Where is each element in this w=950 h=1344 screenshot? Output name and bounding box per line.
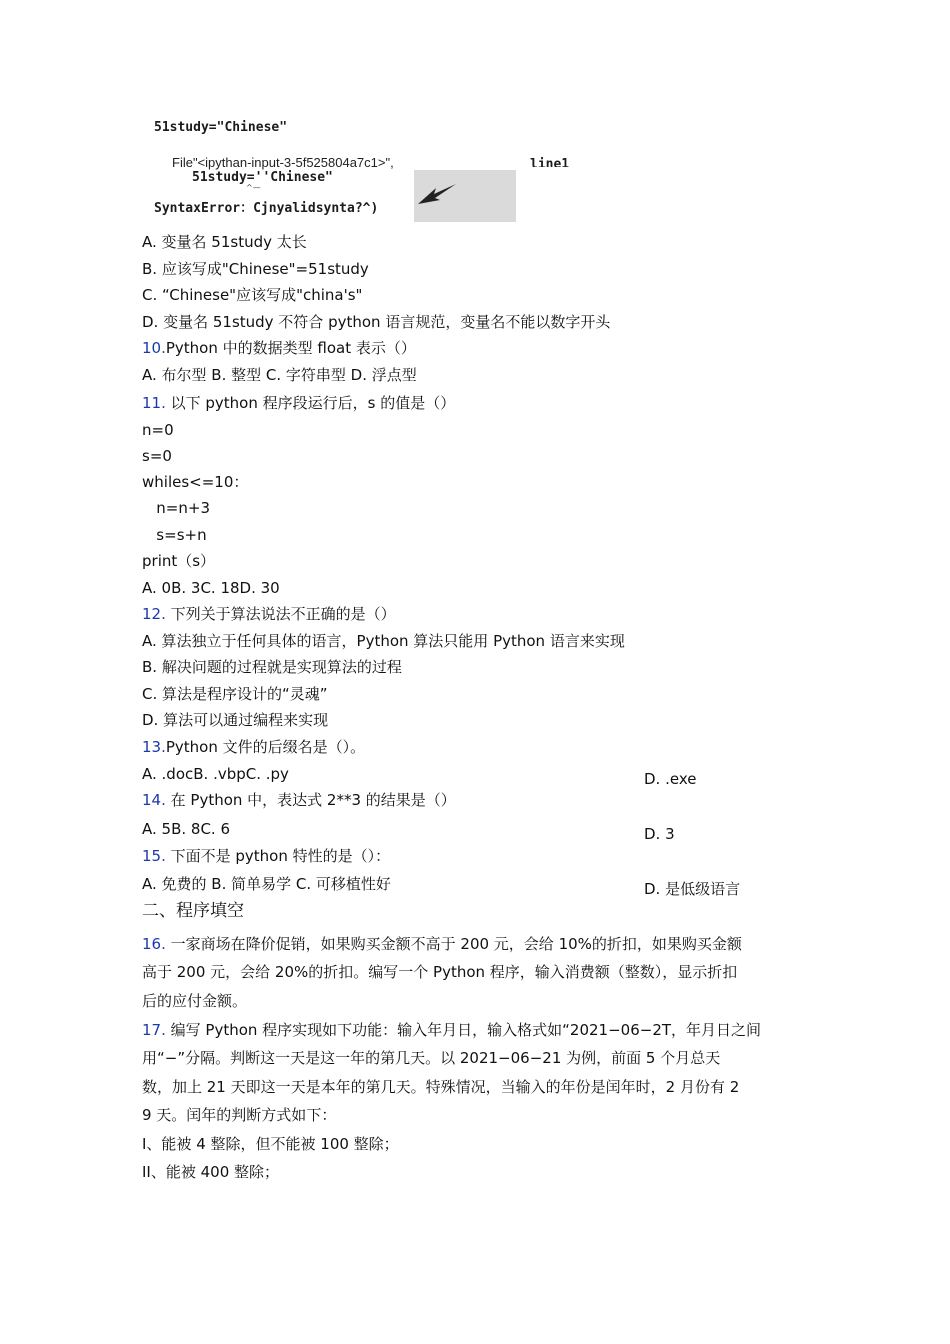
q10-number: 10. [142,339,166,357]
q12-option-c: C. 算法是程序设计的“灵魂” [142,685,328,703]
q14-option-d: D. 3 [644,825,675,843]
q11-text: 以下 python 程序段运行后，s 的值是（） [165,394,456,412]
q12-number: 12. [142,605,166,623]
q17-line: 9 天。闰年的判断方式如下： [142,1106,337,1124]
q17-number: 17. [142,1021,166,1039]
q15-number: 15. [142,847,166,865]
q16-line [142,934,742,954]
q10-text: Python 中的数据类型 float 表示（） [165,339,416,357]
cursor-arrow-image [414,170,516,222]
q17-line [142,1020,761,1040]
q17-line: 数，加上 21 天即这一天是本年的第几天。特殊情况，当输入的年份是闰年时，2 月份有 2 [142,1078,740,1096]
q9-option-c: C. “Chinese"应该写成"china's" [142,286,363,304]
q15-text: 下面不是 python 特性的是（）： [165,847,391,865]
q11-code-line: n=n+3 [142,499,210,517]
q16-text: 一家商场在降价促销，如果购买金额不高于 200 元，会给 10%的折扣，如果购买金额 [165,935,742,953]
q11-code-line: s=0 [142,447,172,465]
q12-text: 下列关于算法说法不正确的是（） [165,605,396,623]
q11-code-line: n=0 [142,421,174,439]
q17-line: I、能被 4 整除，但不能被 100 整除； [142,1135,399,1153]
q14-number: 14. [142,791,166,809]
section-heading: 二、程序填空 [142,901,244,921]
q12-question [142,604,396,624]
q13-text: Python 文件的后缀名是（）。 [165,738,366,756]
q17-line: 用“−”分隔。判断这一天是这一年的第几天。以 2021−06−21 为例，前面 5 个月总天 [142,1049,721,1067]
q9-option-b: B. 应该写成"Chinese"=51study [142,260,369,278]
q10-question [142,338,416,358]
q11-code-line: print（s） [142,552,216,570]
error-caret: ^— [246,183,261,192]
q11-code-line: s=s+n [142,526,207,544]
traceback-line: line1 [530,157,570,167]
q12-option-d: D. 算法可以通过编程来实现 [142,711,329,729]
q17-line: II、能被 400 整除； [142,1163,280,1181]
q15-question [142,846,390,866]
q10-options: A. 布尔型 B. 整型 C. 字符串型 D. 浮点型 [142,366,417,384]
q16-line: 后的应付金额。 [142,992,248,1010]
q12-option-b: B. 解决问题的过程就是实现算法的过程 [142,658,402,676]
q11-options: A. 0B. 3C. 18D. 30 [142,579,280,597]
q13-question [142,737,365,757]
syntax-error: SyntaxError：Cjnyalidsynta?^) [154,201,379,216]
code-line-1: 51study="Chinese" [154,120,288,135]
q16-line: 高于 200 元，会给 20%的折扣。编写一个 Python 程序，输入消费额（整数），显示折扣 [142,963,738,981]
q11-number: 11. [142,394,166,412]
q12-option-a: A. 算法独立于任何具体的语言，Python 算法只能用 Python 语言来实现 [142,632,625,650]
q13-options: A. .docB. .vbpC. .py [142,765,289,783]
q15-options: A. 免费的 B. 简单易学 C. 可移植性好 [142,875,391,893]
q17-text: 编写 Python 程序实现如下功能：输入年月日，输入格式如“2021−06−2T，年月日之间 [165,1021,762,1039]
q11-code-line: whiles<=10： [142,473,249,491]
q14-options: A. 5B. 8C. 6 [142,820,231,838]
q15-option-d: D. 是低级语言 [644,880,741,898]
q13-option-d: D. .exe [644,770,697,788]
q9-option-a: A. 变量名 51study 太长 [142,233,307,251]
q13-number: 13. [142,738,166,756]
traceback-file: File"<ipythan-input-3-5f525804a7c1>", [172,155,394,170]
q14-text: 在 Python 中，表达式 2**3 的结果是（） [165,791,456,809]
q9-option-d: D. 变量名 51study 不符合 python 语言规范，变量名不能以数字开头 [142,313,611,331]
q14-question [142,790,456,810]
q11-question [142,393,455,413]
q16-number: 16. [142,935,166,953]
code-line-2: 51study=''Chinese" [192,170,333,185]
